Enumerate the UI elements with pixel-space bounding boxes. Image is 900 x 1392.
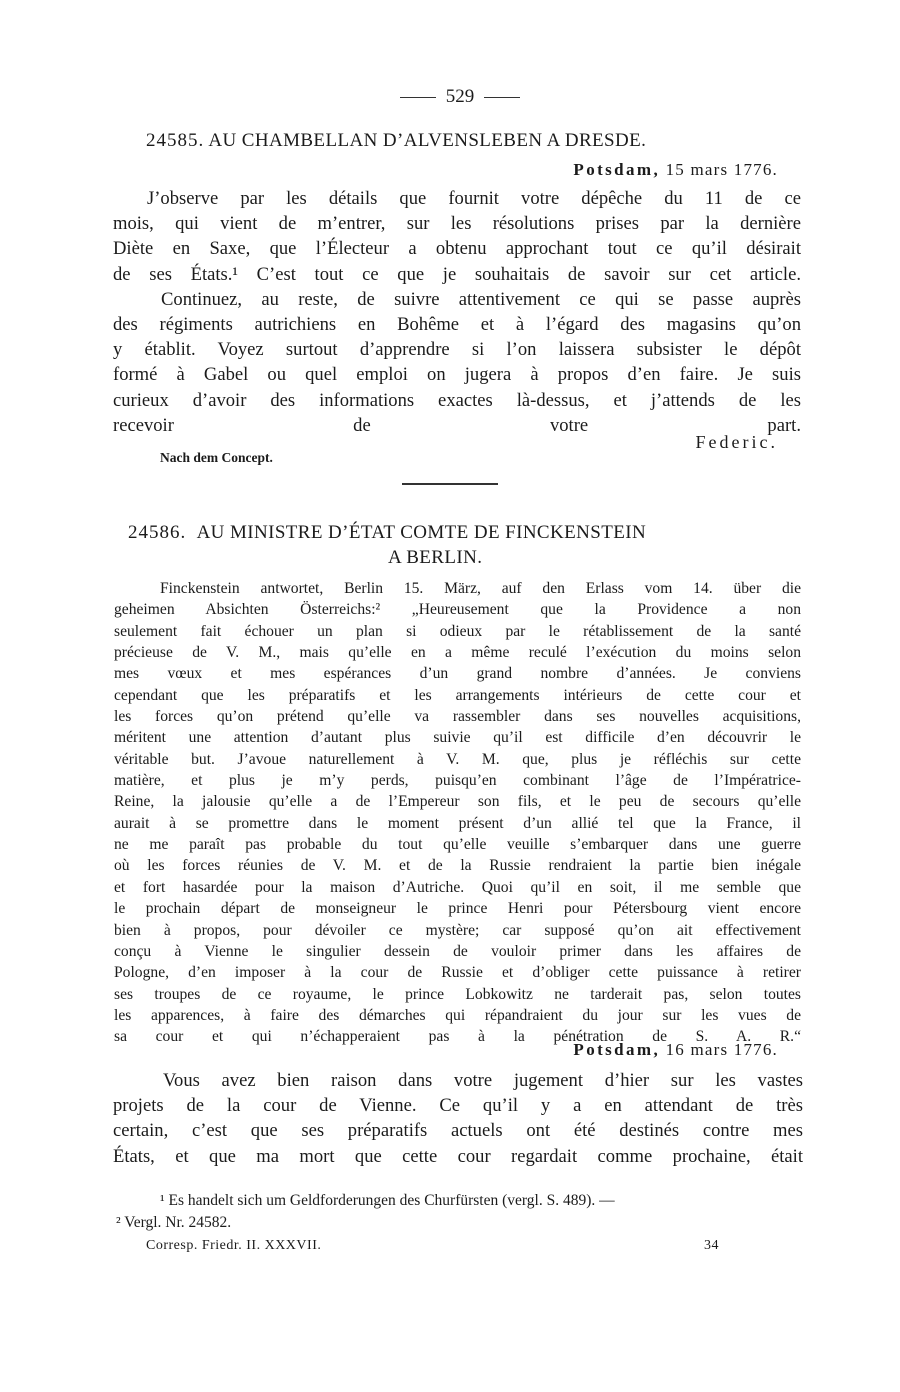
letter1-signature: Federic. [695,432,778,452]
footer-signature-left: Corresp. Friedr. II. XXXVII. [146,1238,322,1253]
quote-line: matière, et plus je m’y perds, puisqu’en combinant l’âge de l’Impératrice- [114,772,801,790]
header-dash-right [484,97,520,98]
quote-line: où les forces réunies de V. M. et de la Russie rendraient la partie bien inégale [114,857,801,875]
header-dash-left [400,97,436,98]
letter1-line: y établit. Voyez surtout d’apprendre si l’on laissera subsister le dépôt [113,339,801,361]
quote-line: ne me paraît pas probable du tout qu’elle veuille s’embarquer dans une guerre [114,836,801,854]
quote-line: véritable but. J’avoue naturellement à V. M. que, plus je réfléchis sur cette [114,750,801,768]
letter1-line: J’observe par les détails que fournit votre dépêche du 11 de ce [147,188,801,209]
letter2-title-line2: A BERLIN. [388,547,483,568]
quote-line: précieuse de V. M., mais qu’elle en a même reculé l’exécution du moins selon [114,644,801,662]
quote-line: aurait à se promettre dans le moment présent d’un allié tel que la France, il [114,814,801,832]
letter2-line: Vous avez bien raison dans votre jugement d’hier sur les vastes [163,1070,803,1091]
letter1-title: AU CHAMBELLAN D’ALVENSLEBEN A DRESDE. [208,130,647,151]
letter1-line: mois, qui vient de m’entrer, sur les résolutions prises par la dernière [113,213,801,235]
letter2-dateline [573,1040,778,1060]
letter1-dateline [573,160,778,180]
quote-line: geheimen Absichten Österreichs:² „Heureusement que la Providence a non [114,601,801,619]
letter2-line: États, et que ma mort que cette cour regardait comme prochaine, était [113,1145,803,1167]
quote-line: mes vœux et mes espérances d’un grand nombre d’années. Je conviens [114,665,801,683]
quote-line: sa cour et qui n’échapperaient pas à la pénétration de S. A. R.“ [114,1028,801,1046]
letter1-dateline-place: Potsdam, [573,160,661,179]
quote-line: méritent une attention d’autant plus suivie qu’il est difficile d’en découvrir le [114,729,801,747]
quote-line: et fort hasardée pour la maison d’Autriche. Quoi qu’il en soit, il me semble que [114,878,801,896]
letter1-dateline-date: 15 mars 1776. [665,160,778,179]
quote-line: les forces qu’on prétend qu’elle va rassembler dans ses nouvelles acquisitions, [114,708,801,726]
letter1-line: Continuez, au reste, de suivre attentivement ce qui se passe auprès [161,288,801,310]
quote-line: ses troupes de ce royaume, le prince Lobkowitz ne tarderait pas, selon toutes [114,985,801,1003]
letter2-dateline-date: 16 mars 1776. [665,1040,778,1059]
letter2-body [113,1068,803,1169]
letter1-line: des régiments autrichiens en Bohême et à l’égard des magasins qu’on [113,314,801,336]
quote-line: bien à propos, pour dévoiler ce mystère; car supposé qu’on ait effectivement [114,921,801,939]
letter2-quote [114,578,801,1048]
page-number-header [380,86,540,108]
quote-line: le prochain départ de monseigneur le prince Henri pour Pétersbourg vient encore [114,900,801,918]
quote-line: cependant que les préparatifs et les arrangements intérieurs de cette cour et [114,686,801,704]
section-divider [402,483,498,485]
letter2-line: projets de la cour de Vienne. Ce qu’il y a en attendant de très [113,1095,803,1117]
footer-signature-right: 34 [704,1238,719,1253]
letter2-heading [128,522,788,544]
quote-line: Pologne, d’en imposer à la cour de Russie et d’obliger cette puissance à retirer [114,964,801,982]
quote-line: les apparences, à faire des démarches qui répandraient du jour sur les vues de [114,1006,801,1024]
letter2-number: 24586. [128,522,187,543]
letter1-source-note: Nach dem Concept. [160,450,273,465]
letter2-dateline-place: Potsdam, [573,1040,661,1059]
footnote-1: ¹ Es handelt sich um Geldforderungen des Churfürsten (vergl. S. 489). — [160,1192,615,1209]
letter1-heading [146,130,786,152]
letter1-line: recevoir de votre part. [113,414,801,436]
letter1-number: 24585. [146,130,205,151]
letter2-line: certain, c’est que ses préparatifs actuels ont été destinés contre mes [113,1120,803,1142]
quote-line: Reine, la jalousie qu’elle a de l’Empereur son fils, et le peu de secours qu’elle [114,793,801,811]
letter1-body [113,186,801,438]
letter2-title-line1: AU MINISTRE D’ÉTAT COMTE DE FINCKENSTEIN [196,522,647,543]
page-number: 529 [445,86,475,107]
letter1-line: curieux d’avoir des informations exactes là-dessus, et j’attends de les [113,389,801,411]
quote-line: Finckenstein antwortet, Berlin 15. März, auf den Erlass vom 14. über die [160,580,801,597]
footnote-2: ² Vergl. Nr. 24582. [116,1214,232,1231]
letter1-line: Diète en Saxe, que l’Électeur a obtenu approchant tout ce qu’il désirait [113,238,801,260]
quote-line: conçu à Vienne le singulier dessein de vouloir primer dans les affaires de [114,942,801,960]
quote-line: seulement fait échouer un plan si odieux par le rétablissement de la santé [114,622,801,640]
letter1-line: formé à Gabel ou quel emploi on jugera à propos d’en faire. Je suis [113,364,801,386]
letter1-line: de ses États.¹ C’est tout ce que je souhaitais de savoir sur cet article. [113,263,801,285]
